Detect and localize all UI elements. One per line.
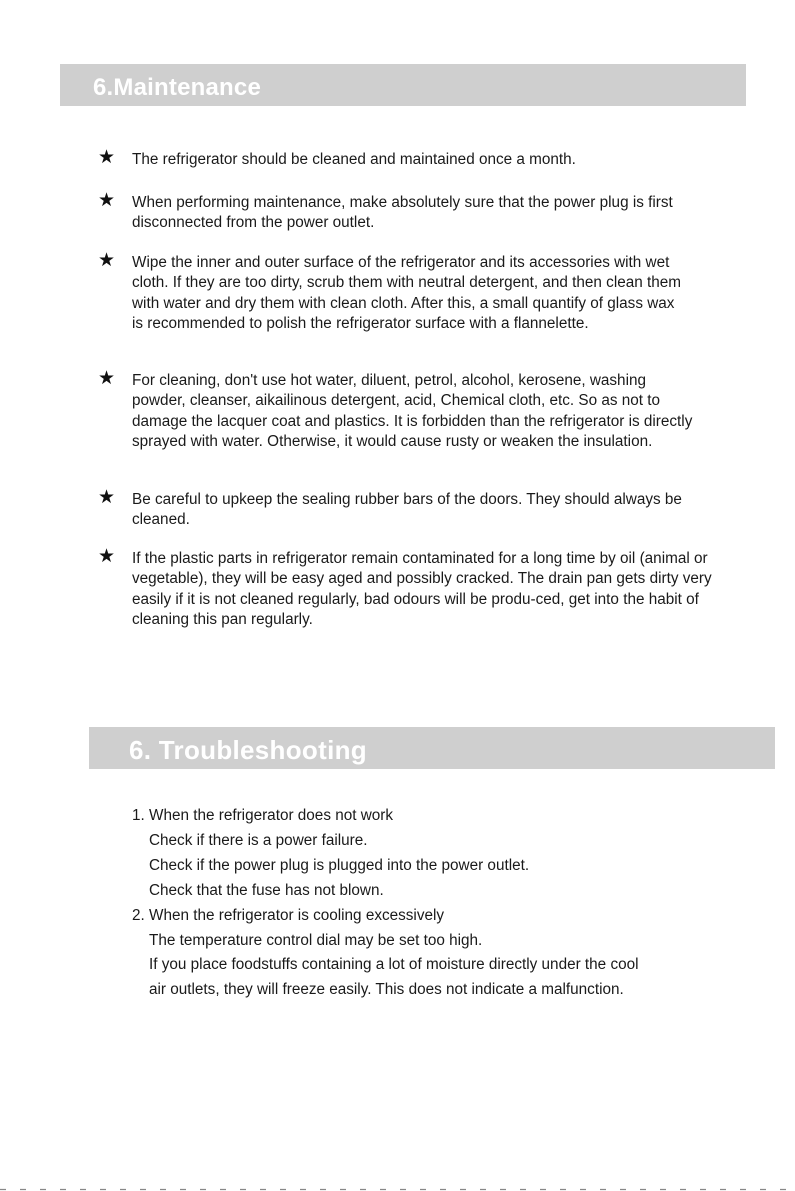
maintenance-item-text: When performing maintenance, make absolutely sure that the power plug is first disconnected from the power outlet. xyxy=(132,194,673,232)
troubleshooting-title: 6. Troubleshooting xyxy=(129,735,367,765)
maintenance-item-text: If the plastic parts in refrigerator remain contaminated for a long time by oil (animal or vegetable), they will be easy aged and possibly cracked. The drain pan gets dirty very easily if it is not cleaned regularly, bad odours will be produ-ced, get into the habit of cleaning this pan regularly. xyxy=(132,550,712,628)
troubleshooting-header xyxy=(89,727,775,769)
star-icon: ★ xyxy=(98,486,116,508)
star-icon: ★ xyxy=(98,189,116,211)
maintenance-title: 6.Maintenance xyxy=(93,74,261,101)
troubleshooting-step: Check that the fuse has not blown. xyxy=(149,881,384,899)
troubleshooting-step: Check if there is a power failure. xyxy=(149,831,368,849)
maintenance-header xyxy=(60,64,746,106)
maintenance-item-text: The refrigerator should be cleaned and maintained once a month. xyxy=(132,151,576,168)
maintenance-item-text: Wipe the inner and outer surface of the refrigerator and its accessories with wet cloth. If they are too dirty, scrub them with neutral detergent, and then clean them with water and dry them with clean cloth. After this, a small quantify of glass wax is recommended to polish the refrigerator surface with a flannelette. xyxy=(132,254,682,332)
star-icon: ★ xyxy=(98,545,116,567)
star-icon: ★ xyxy=(98,146,116,168)
troubleshooting-step: The temperature control dial may be set too high. xyxy=(149,931,483,949)
troubleshooting-step: air outlets, they will freeze easily. This does not indicate a malfunction. xyxy=(149,981,624,999)
troubleshooting-step: If you place foodstuffs containing a lot of moisture directly under the cool xyxy=(149,956,639,974)
troubleshooting-heading: 1. When the refrigerator does not work xyxy=(132,807,394,824)
maintenance-item-text: For cleaning, don't use hot water, diluent, petrol, alcohol, kerosene, washing powder, cleanser, aikailinous detergent, acid, Chemical cloth, etc. So as not to damage the lacquer coat and plastics. It is forbidden than the refrigerator is directly sprayed with water. Otherwise, it would cause rusty or weaken the insulation. xyxy=(132,372,693,450)
troubleshooting-list xyxy=(132,804,732,1003)
troubleshooting-heading: 2. When the refrigerator is cooling excessively xyxy=(132,906,445,924)
maintenance-item-text: Be careful to upkeep the sealing rubber bars of the doors. They should always be cleaned. xyxy=(132,491,682,529)
troubleshooting-step: Check if the power plug is plugged into the power outlet. xyxy=(149,856,530,874)
star-icon: ★ xyxy=(98,367,116,389)
star-icon: ★ xyxy=(98,249,116,271)
